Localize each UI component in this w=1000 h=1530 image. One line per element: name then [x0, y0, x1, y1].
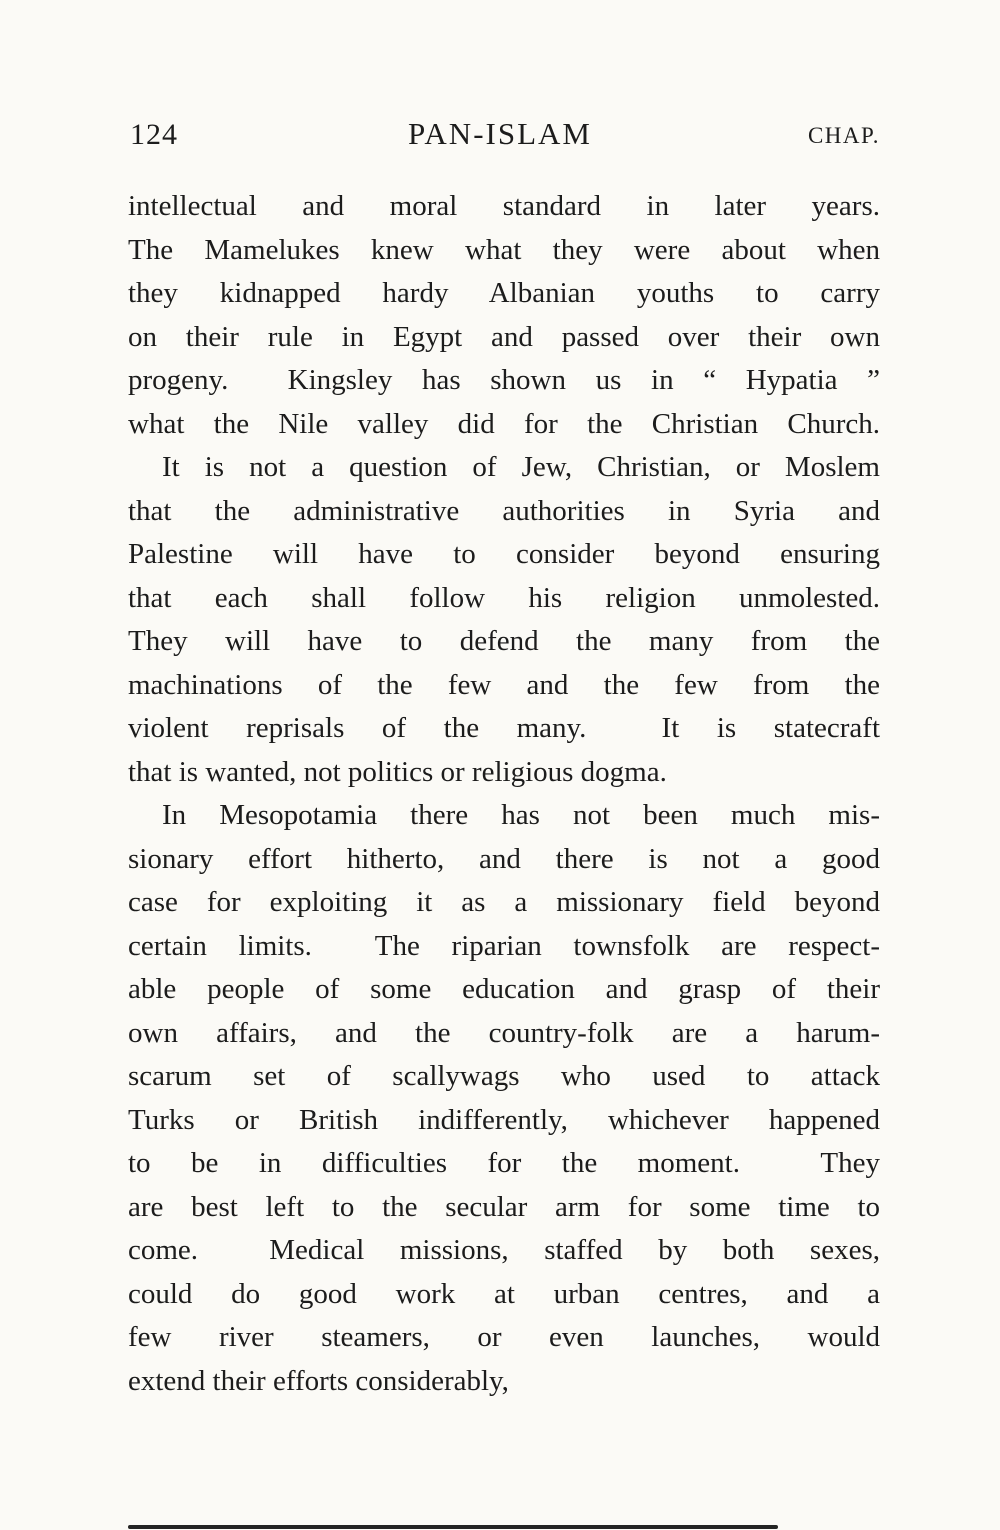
text-line: they kidnapped hardy Albanian youths to carry	[128, 277, 880, 309]
text-line: They will have to defend the many from the	[128, 625, 880, 657]
text-line: to be in difficulties for the moment. They	[128, 1147, 880, 1179]
text-line: sionary effort hitherto, and there is not a good	[128, 842, 880, 875]
chapter-label: CHAP.	[807, 123, 880, 148]
text-line: machinations of the few and the few from the	[128, 668, 880, 701]
text-line: that each shall follow his religion unmolested.	[128, 581, 880, 614]
text-line: In Mesopotamia there has not been much mis-	[162, 799, 880, 831]
text-line: come. Medical missions, staffed by both sexes,	[128, 1234, 880, 1266]
page-body	[0, 185, 1000, 1403]
running-title: PAN-ISLAM	[408, 116, 592, 151]
text-line: certain limits. The riparian townsfolk are respect-	[128, 929, 880, 962]
text-line: few river steamers, or even launches, would	[128, 1321, 880, 1353]
text-line: extend their efforts considerably,	[128, 1364, 509, 1397]
text-line: able people of some education and grasp of their	[128, 973, 880, 1005]
text-line: scarum set of scallywags who used to attack	[128, 1060, 880, 1092]
text-line: violent reprisals of the many. It is statecraft	[128, 712, 880, 744]
paragraph	[128, 185, 880, 446]
text-line: what the Nile valley did for the Christian Church.	[128, 407, 880, 440]
paragraph	[128, 794, 880, 1403]
text-line: own affairs, and the country-folk are a harum-	[128, 1016, 880, 1049]
text-line: are best left to the secular arm for some time to	[128, 1190, 880, 1223]
paragraph	[128, 446, 880, 794]
scan-artifact-line	[128, 1525, 778, 1529]
text-line: intellectual and moral standard in later years.	[128, 190, 880, 222]
text-line: Turks or British indifferently, whichever happened	[128, 1103, 880, 1136]
page-header	[0, 116, 1000, 152]
text-line: progeny. Kingsley has shown us in “ Hypatia ”	[128, 364, 880, 396]
text-line: that the administrative authorities in Syria and	[128, 494, 880, 527]
text-line: The Mamelukes knew what they were about when	[128, 233, 880, 266]
text-line: Palestine will have to consider beyond ensuring	[128, 538, 880, 570]
text-line: on their rule in Egypt and passed over their own	[128, 320, 880, 353]
text-line: could do good work at urban centres, and a	[128, 1277, 880, 1310]
page-number: 124	[130, 118, 178, 151]
text-line: case for exploiting it as a missionary field beyond	[128, 886, 880, 918]
text-line: that is wanted, not politics or religious dogma.	[128, 755, 667, 788]
text-line: It is not a question of Jew, Christian, or Moslem	[162, 451, 880, 483]
